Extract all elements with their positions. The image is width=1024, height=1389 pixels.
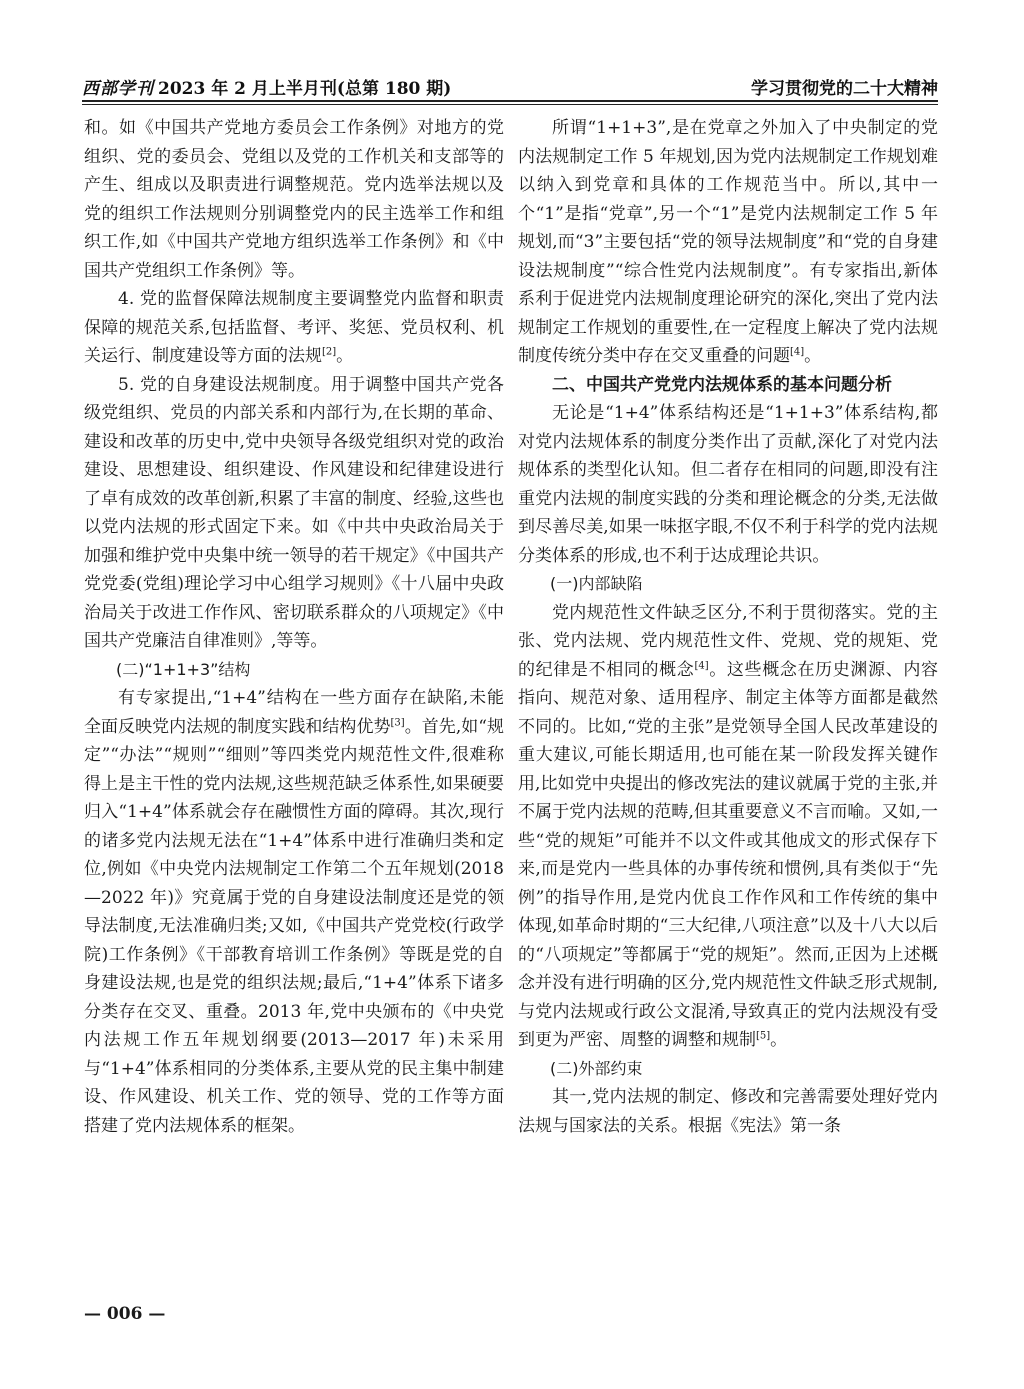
section-heading: 二、中国共产党党内法规体系的基本问题分析 [552, 374, 892, 395]
journal-logo: 西部学刊 [82, 79, 154, 99]
paragraph-text: 。首先,如“规定”“办法”“规则”“细则”等四类党内规范性文件,很难称得上是主干性的党内法规,这些规范缺乏体系性,如果硬要归入“1+4”体系就会存在融惯性方面的障碍。其次,现行的诸多党内法规无法在“1+4”体系中进行准确归类和定位,例如《中央党内法规制定工作第二个五年规划(2018—2022 年)》究竟属于党的自身建设法制度还是党的领导法制度,无法准确归类;又如,《中国共产党党校(行政学院)工作条例》《干部教育培训工作条例》等既是党的自身建设法规,也是党的组织法规;最后,“1+4”体系下诸多分类存在交叉、重叠。2013 年,党中央颁布的《中央党内法规工作五年规划纲要(2013—2017 年)未采用与“1+4”体系相同的分类体系,主要从党的民主集中制建设、作风建设、机关工作、党的领导、党的工作等方面搭建了党内法规体系的框架。 [84, 716, 504, 1136]
paragraph: 和。如《中国共产党地方委员会工作条例》对地方的党组织、党的委员会、党组以及党的工作机关和支部等的产生、组成以及职责进行调整规范。党内选举法规以及党的组织工作法规则分别调整党内的民主选举工作和组织工作,如《中国共产党地方组织选举工作条例》和《中国共产党组织工作条例》等。 [84, 118, 504, 281]
section-title: 学习贯彻党的二十大精神 [751, 79, 938, 99]
paragraph-end: 。 [804, 346, 822, 366]
citation-ref: [2] [322, 346, 337, 358]
header-rule-thin [82, 104, 938, 105]
page-number: — 006 — [84, 1304, 166, 1324]
header-rule-thick [82, 100, 938, 102]
paragraph-text: 4. 党的监督保障法规制度主要调整党内监督和职责保障的规范关系,包括监督、考评、奖惩、党员权利、机关运行、制度建设等方面的法规 [84, 289, 504, 366]
citation-ref: [4] [694, 659, 709, 671]
paragraph [518, 599, 938, 1055]
paragraph-end: 。 [336, 346, 354, 366]
subsection-heading: (一)内部缺陷 [550, 574, 643, 593]
paragraph-text: 党内规范性文件缺乏区分,不利于贯彻落实。党的主张、党内法规、党内规范性文件、党规、党的规矩、党的纪律是不相同的概念 [518, 602, 938, 680]
paragraph-end: 。 [770, 1030, 788, 1050]
right-column [518, 114, 938, 1140]
issue-info: 2023 年 2 月上半月刊(总第 180 期) [158, 79, 452, 99]
paragraph-text: 所谓“1+1+3”,是在党章之外加入了中央制定的党内法规制定工作 5 年规划,因为党内法规制定工作规划难以纳入到党章和具体的工作规范当中。所以,其中一个“1”是指“党章”,另一个“1”是党内法规制定工作 5 年规划,而“3”主要包括“党的领导法规制度”和“党的自身建设法规制度”“综合性党内法规制度”。有专家指出,新体系利于促进党内法规制度理论研究的深化,突出了党内法规制定工作规划的重要性,在一定程度上解决了党内法规制度传统分类中存在交叉重叠的问题 [518, 118, 938, 366]
subsection-heading: (二)外部约束 [550, 1058, 643, 1078]
paragraph-text: 有专家提出,“1+4”结构在一些方面存在缺陷,未能全面反映党内法规的制度实践和结构优势 [84, 688, 504, 737]
citation-ref: [4] [790, 346, 805, 358]
subsection-heading: (二)“1+1+3”结构 [116, 659, 251, 679]
paragraph [518, 114, 938, 371]
paragraph [84, 285, 504, 371]
paragraph: 5. 党的自身建设法规制度。用于调整中国共产党各级党组织、党员的内部关系和内部行为,在长期的革命、建设和改革的历史中,党中央领导各级党组织对党的政治建设、思想建设、组织建设、作风建设和纪律建设进行了卓有成效的改革创新,积累了丰富的制度、经验,这些也以党内法规的形式固定下来。如《中共中央政治局关于加强和维护党中央集中统一领导的若干规定》《中国共产党党委(党组)理论学习中心组学习规则》《十八届中央政治局关于改进工作作风、密切联系群众的八项规定》《中国共产党廉洁自律准则》,等等。 [84, 374, 504, 651]
left-column [84, 114, 504, 1140]
paragraph: 其一,党内法规的制定、修改和完善需要处理好党内法规与国家法的关系。根据《宪法》第一条 [518, 1087, 938, 1136]
running-header [82, 70, 938, 104]
paragraph-text: 。这些概念在历史渊源、内容指向、规范对象、适用程序、制定主体等方面都是截然不同的。比如,“党的主张”是党领导全国人民改革建设的重大建议,可能长期适用,也可能在某一阶段发挥关键作用,比如党中央提出的修改宪法的建议就属于党的主张,并不属于党内法规的范畴,但其重要意义不言而喻。又如,一些“党的规矩”可能并不以文件或其他成文的形式保存下来,而是党内一些具体的办事传统和惯例,具有类似于“先例”的指导作用,是党内优良工作作风和工作传统的集中体现,如革命时期的“三大纪律,八项注意”以及十八大以后的“八项规定”等都属于“党的规矩”。然而,正因为上述概念并没有进行明确的区分,党内规范性文件缺乏形式规制,与党内法规或行政公文混淆,导致真正的党内法规没有受到更为严密、周整的调整和规制 [518, 659, 939, 1050]
paragraph [84, 684, 504, 1140]
citation-ref: [5] [756, 1030, 771, 1042]
citation-ref: [3] [390, 716, 405, 728]
paragraph: 无论是“1+4”体系结构还是“1+1+3”体系结构,都对党内法规体系的制度分类作出了贡献,深化了对党内法规体系的类型化认知。但二者存在相同的问题,即没有注重党内法规的制度实践的分类和理论概念的分类,无法做到尽善尽美,如果一味抠字眼,不仅不利于科学的党内法规分类体系的形成,也不利于达成理论共识。 [518, 403, 938, 566]
